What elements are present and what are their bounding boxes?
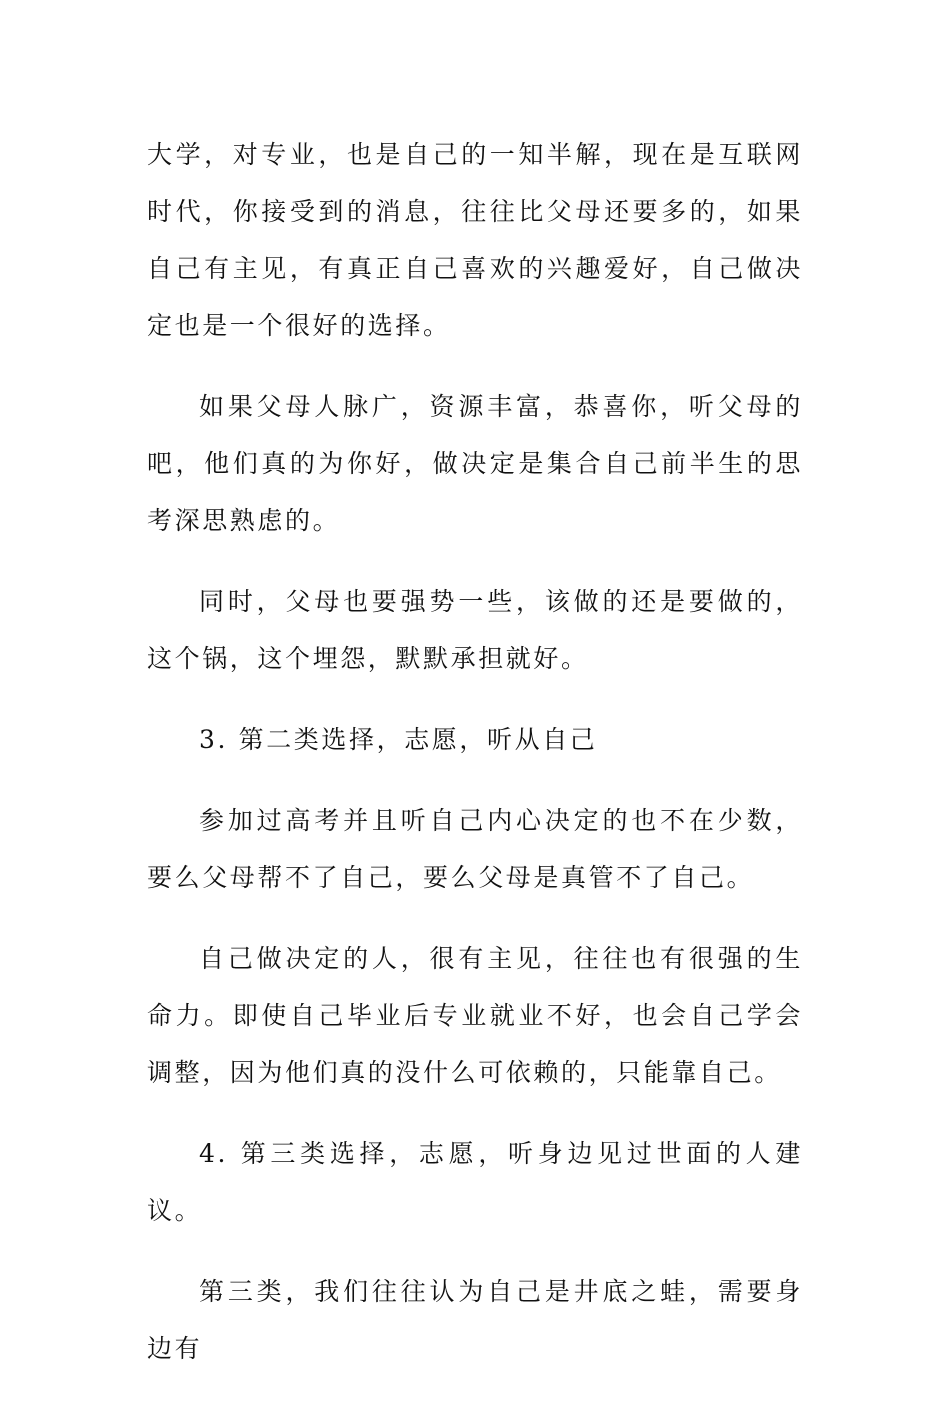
paragraph-parents-assertive: 同时，父母也要强势一些，该做的还是要做的，这个锅，这个埋怨，默默承担就好。 <box>147 587 803 673</box>
paragraph-own-decision: 参加过高考并且听自己内心决定的也不在少数，要么父母帮不了自己，要么父母是真管不了自己。 <box>147 806 803 892</box>
paragraph-continuation: 大学，对专业，也是自己的一知半解，现在是互联网时代，你接受到的消息，往往比父母还要多的，如果自己有主见，有真正自己喜欢的兴趣爱好，自己做决定也是一个很好的选择。 <box>147 140 803 340</box>
document-body <box>147 126 803 1401</box>
section-heading-3: 3. 第二类选择，志愿，听从自己 <box>199 725 598 754</box>
section-heading-4: 4. 第三类选择，志愿，听身边见过世面的人建议。 <box>147 1139 803 1225</box>
paragraph-third-type: 第三类，我们往往认为自己是井底之蛙，需要身边有 <box>147 1277 803 1363</box>
paragraph-parents-resources: 如果父母人脉广，资源丰富，恭喜你，听父母的吧，他们真的为你好，做决定是集合自己前半生的思考深思熟虑的。 <box>147 392 803 535</box>
paragraph-independent-people: 自己做决定的人，很有主见，往往也有很强的生命力。即使自己毕业后专业就业不好，也会自己学会调整，因为他们真的没什么可依赖的，只能靠自己。 <box>147 944 803 1087</box>
